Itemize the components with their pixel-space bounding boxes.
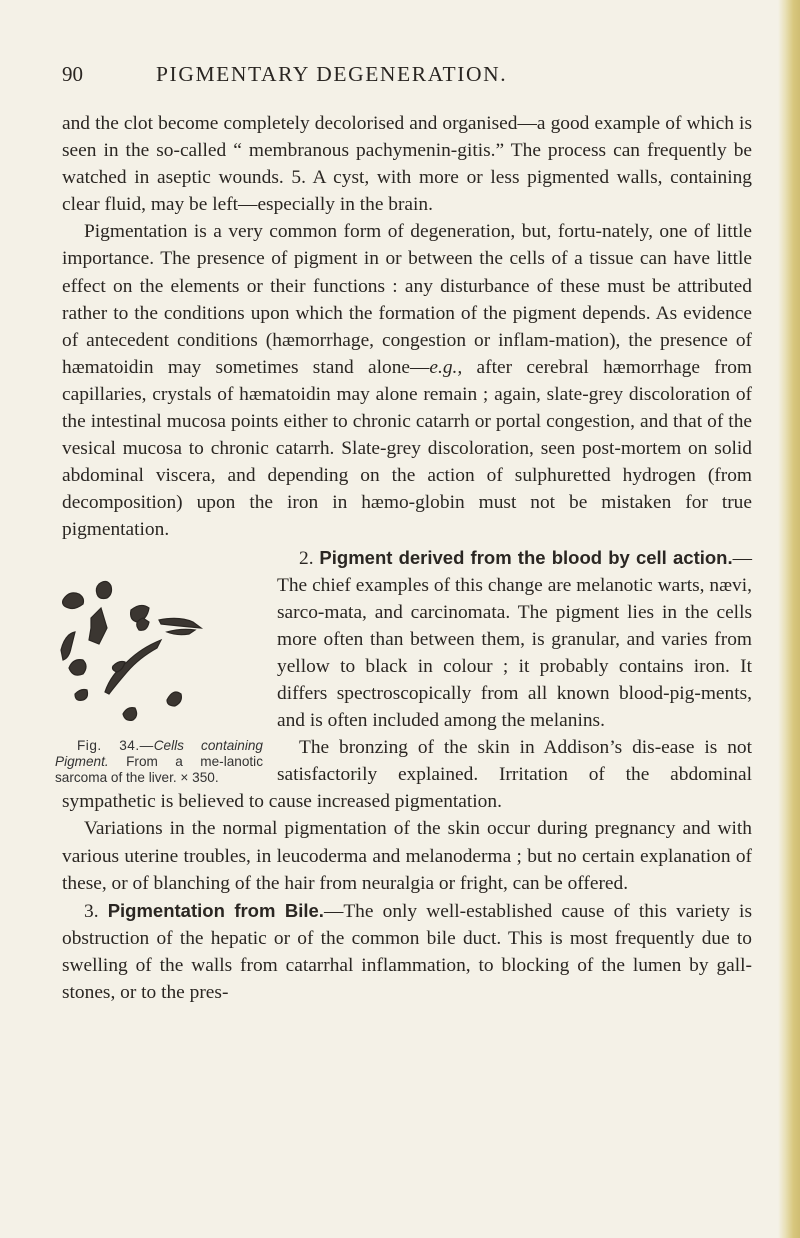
pigment-cell	[167, 629, 195, 634]
paragraph: Variations in the normal pigmentation of the skin occur during pregnancy and with various uterine troubles, in leucoderma and melanoderma ; but no certain explanation of these, or of blanching of the hair from neuralgia or fright, can be offered.	[62, 818, 752, 894]
paragraph: 3. Pigmentation from Bile.—The only well-established cause of this variety is obstruction of the hepatic or of the common bile duct. This is most frequently due to swelling of the walls from catarrhal inflammation, to blocking of the lumen by gall-stones, or to the pres-	[62, 899, 752, 1003]
running-header	[62, 58, 752, 88]
book-page	[55, 58, 753, 1006]
page-edge	[778, 0, 800, 1238]
page-number: 90	[62, 62, 83, 86]
pigment-cell	[159, 618, 201, 628]
section-heading: Pigment derived from the blood by cell action.	[319, 546, 733, 568]
running-title: PIGMENTARY DEGENERATION.	[156, 62, 508, 86]
section-heading: Pigmentation from Bile.	[107, 899, 324, 921]
pigment-cells-illustration	[55, 572, 255, 732]
figure-caption: Fig. 34.—Cells containing Pigment. From a me-lanotic sarcoma of the liver. × 350.	[55, 737, 263, 785]
pigment-cell	[96, 581, 111, 598]
pigment-cell	[123, 707, 137, 720]
paragraph: and the clot become completely decolorised and organised—a good example of which is seen in the so-called “ membranous pachymenin-gitis.” The process can frequently be watched in aseptic wounds. 5. A cyst, with more or less pigmented walls, containing clear fluid, may be left—especially in the brain.	[62, 113, 753, 216]
body-text	[55, 110, 753, 1006]
paragraph: The bronzing of the skin in Addison’s dis-ease is not satisfactorily explained. Irritation of the abdominal sympathetic is believed to cause increased pigmentation.	[62, 737, 752, 813]
pigment-cell	[61, 632, 75, 660]
pigment-cell	[75, 689, 88, 700]
pigment-cell	[89, 608, 107, 644]
pigment-cell	[69, 659, 86, 674]
paragraph: 2. Pigment derived from the blood by cell action.— Fig. 34.—Cells containing Pigment. From a me-lanotic sarcoma of the liver. × 350. The chief examples of this change are melanotic warts, nævi, sarco-mata, and carcinomata. The pigment lies in the cells more often than between them, is granular, and varies from yellow to black in colour ; it probably contains iron. It differs spectroscopically from all known blood-pig-ments, and is often included among the melanins.	[55, 546, 752, 785]
paragraph: Pigmentation is a very common form of degeneration, but, fortu-nately, one of little importance. The presence of pigment in or between the cells of a tissue can have little effect on the elements or their functions : any disturbance of these must be attributed rather to the conditions upon which the formation of the pigment depends. As evidence of antecedent conditions (hæmorrhage, congestion or inflam-mation), the presence of hæmatoidin may sometimes stand alone—e.g., after cerebral hæmorrhage from capillaries, crystals of hæmatoidin may alone remain ; again, slate-grey discoloration of the intestinal mucosa points either to chronic catarrh or portal congestion, and that of the vesical mucosa to chronic catarrh. Slate-grey discoloration, seen post-mortem on solid abdominal viscera, and depending on the action of sulphuretted hydrogen (from decomposition) upon the iron in hæmo-globin must not be mistaken for true pigmentation.	[62, 221, 752, 541]
figure-34	[55, 572, 263, 786]
pigment-cell	[63, 592, 84, 608]
pigment-cell	[137, 618, 149, 630]
pigment-cell	[167, 692, 181, 706]
